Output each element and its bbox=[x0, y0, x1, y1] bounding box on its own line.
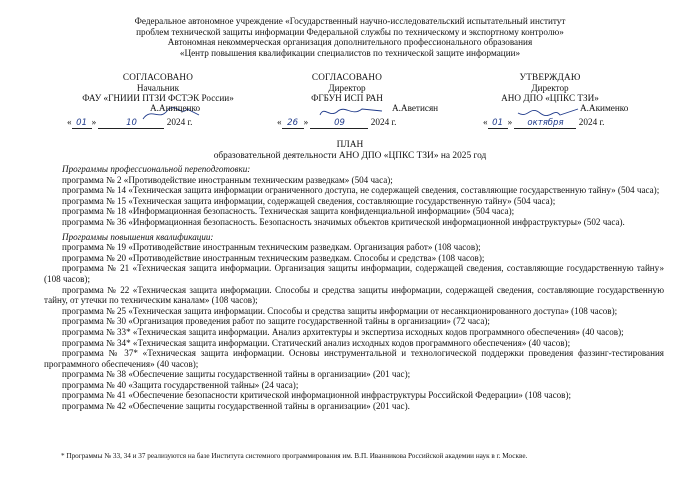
date-year: 2024 г. bbox=[166, 117, 193, 127]
approval-block-fstek bbox=[58, 72, 258, 104]
plan-subtitle: образовательной деятельности АНО ДПО «ЦПКС ТЗИ» на 2025 год bbox=[213, 151, 487, 161]
date-day: 01 bbox=[488, 118, 508, 129]
signer-name: А.Аветисян bbox=[392, 103, 439, 113]
plan-heading bbox=[0, 140, 700, 162]
approval-block-isp bbox=[247, 72, 447, 104]
program-item: программа № 22 «Техническая защита информации. Способы и средства защиты информации, содержащей сведения, составляющие государственную тайну, от утечки по техническим каналам» (108 часов); bbox=[44, 284, 664, 306]
program-item: программа № 21 «Техническая защита информации. Организация защиты информации, содержащей сведения, составляющие государственную тайну» (108 часов); bbox=[44, 263, 664, 284]
section-title-professional: Программы профессиональной переподготовки: bbox=[62, 164, 251, 174]
plan-title: ПЛАН bbox=[336, 140, 364, 150]
date-day: 26 bbox=[282, 118, 304, 129]
program-item: программа № 41 «Обеспечение безопасности критической информационной инфраструктуры Российской Федерации» (108 часов); bbox=[62, 390, 572, 401]
program-item: программа № 37* «Техническая защита информации. Основы инструментальной и технологической поддержки проведения фаззинг-тестирования программного обеспечения» (40 часов); bbox=[44, 348, 664, 369]
program-item: программа № 15 «Техническая защита информации, содержащей сведения, составляющие государственную тайну» (504 часа); bbox=[62, 195, 556, 206]
program-item: программа № 30 «Организация проведения работ по защите государственной тайны в организации» (72 часа); bbox=[62, 316, 490, 327]
program-item: программа № 20 «Противодействие иностранным техническим разведкам. Способы и средства» (108 часов); bbox=[62, 252, 485, 263]
approval-org: ФГБУН ИСП РАН bbox=[311, 93, 383, 104]
header bbox=[0, 16, 700, 58]
header-line: Автономная некоммерческая организация дополнительного профессионального образования bbox=[167, 37, 533, 48]
program-item: программа № 33* «Техническая защита информации. Анализ архитектуры и экспертиза исходных кодов программного обеспечения» (40 часов); bbox=[62, 326, 624, 337]
program-item: программа № 42 «Обеспечение защиты государственной тайны в организации» (201 час). bbox=[62, 401, 410, 412]
header-line: «Центр повышения квалификации специалистов по технической защите информации» bbox=[179, 47, 521, 58]
date-line-isp: « 26 » 09 2024 г. bbox=[277, 117, 397, 128]
approval-org: АНО ДПО «ЦПКС ТЗИ» bbox=[501, 93, 599, 104]
program-item: программа № 38 «Обеспечение защиты государственной тайны в организации» (201 час); bbox=[62, 369, 411, 380]
approval-title: СОГЛАСОВАНО bbox=[311, 72, 383, 82]
date-month: 10 bbox=[98, 118, 164, 129]
program-item: программа № 25 «Техническая защита информации. Способы и средства защиты информации от несанкционированного доступа» (108 часов); bbox=[62, 305, 618, 316]
program-item: программа № 14 «Техническая защита информации ограниченного доступа, не содержащей сведения, составляющие государственную тайну» (504 часа); bbox=[62, 185, 660, 196]
header-line: проблем технической защиты информации Федеральной службы по техническому и экспортному контролю» bbox=[136, 26, 564, 37]
approval-role: Начальник bbox=[136, 82, 180, 93]
approval-title: СОГЛАСОВАНО bbox=[122, 72, 194, 82]
approval-org: ФАУ «ГНИИИ ПТЗИ ФСТЭК России» bbox=[82, 93, 234, 104]
date-month: 09 bbox=[310, 118, 368, 129]
program-item: программа № 40 «Защита государственной тайны» (24 часа); bbox=[62, 379, 299, 390]
approval-title: УТВЕРЖДАЮ bbox=[519, 72, 581, 82]
date-line-cpks: « 01 » октября 2024 г. bbox=[483, 117, 605, 128]
date-year: 2024 г. bbox=[370, 117, 397, 127]
signer-name: А.Акименко bbox=[580, 103, 629, 113]
program-item: программа № 2 «Противодействие иностранным техническим разведкам» (504 часа); bbox=[62, 174, 393, 185]
date-day: 01 bbox=[72, 118, 92, 129]
approval-role: Директор bbox=[328, 82, 366, 93]
approval-role: Директор bbox=[531, 82, 569, 93]
program-item: программа № 19 «Противодействие иностранным техническим разведкам. Организация работ» (108 часов); bbox=[62, 242, 481, 253]
program-item: программа № 18 «Информационная безопасность. Техническая защита конфиденциальной информации» (504 часа); bbox=[62, 206, 515, 217]
program-list bbox=[44, 163, 664, 412]
header-line: Федеральное автономное учреждение «Государственный научно-исследовательский испытательный институт bbox=[134, 16, 566, 26]
footnote: * Программы № 33, 34 и 37 реализуются на базе Института системного программирования им. В.П. Иванникова Российской академии наук в г. Москве. bbox=[61, 452, 528, 460]
signer-name: А.Анищенко bbox=[150, 103, 201, 113]
approval-block-cpks bbox=[450, 72, 650, 104]
date-line-fstek: « 01 » 10 2024 г. bbox=[67, 117, 193, 128]
program-item: программа № 36 «Информационная безопасность. Безопасность значимых объектов критической информационной инфраструктуры» (502 часа). bbox=[62, 216, 625, 227]
section-title-qualification: Программы повышения квалификации: bbox=[62, 231, 214, 242]
program-item: программа № 34* «Техническая защита информации. Статический анализ исходных кодов программного обеспечения» (40 часов); bbox=[62, 337, 571, 348]
date-month: октября bbox=[514, 118, 576, 129]
approval-blocks bbox=[0, 72, 700, 128]
date-year: 2024 г. bbox=[578, 117, 605, 127]
